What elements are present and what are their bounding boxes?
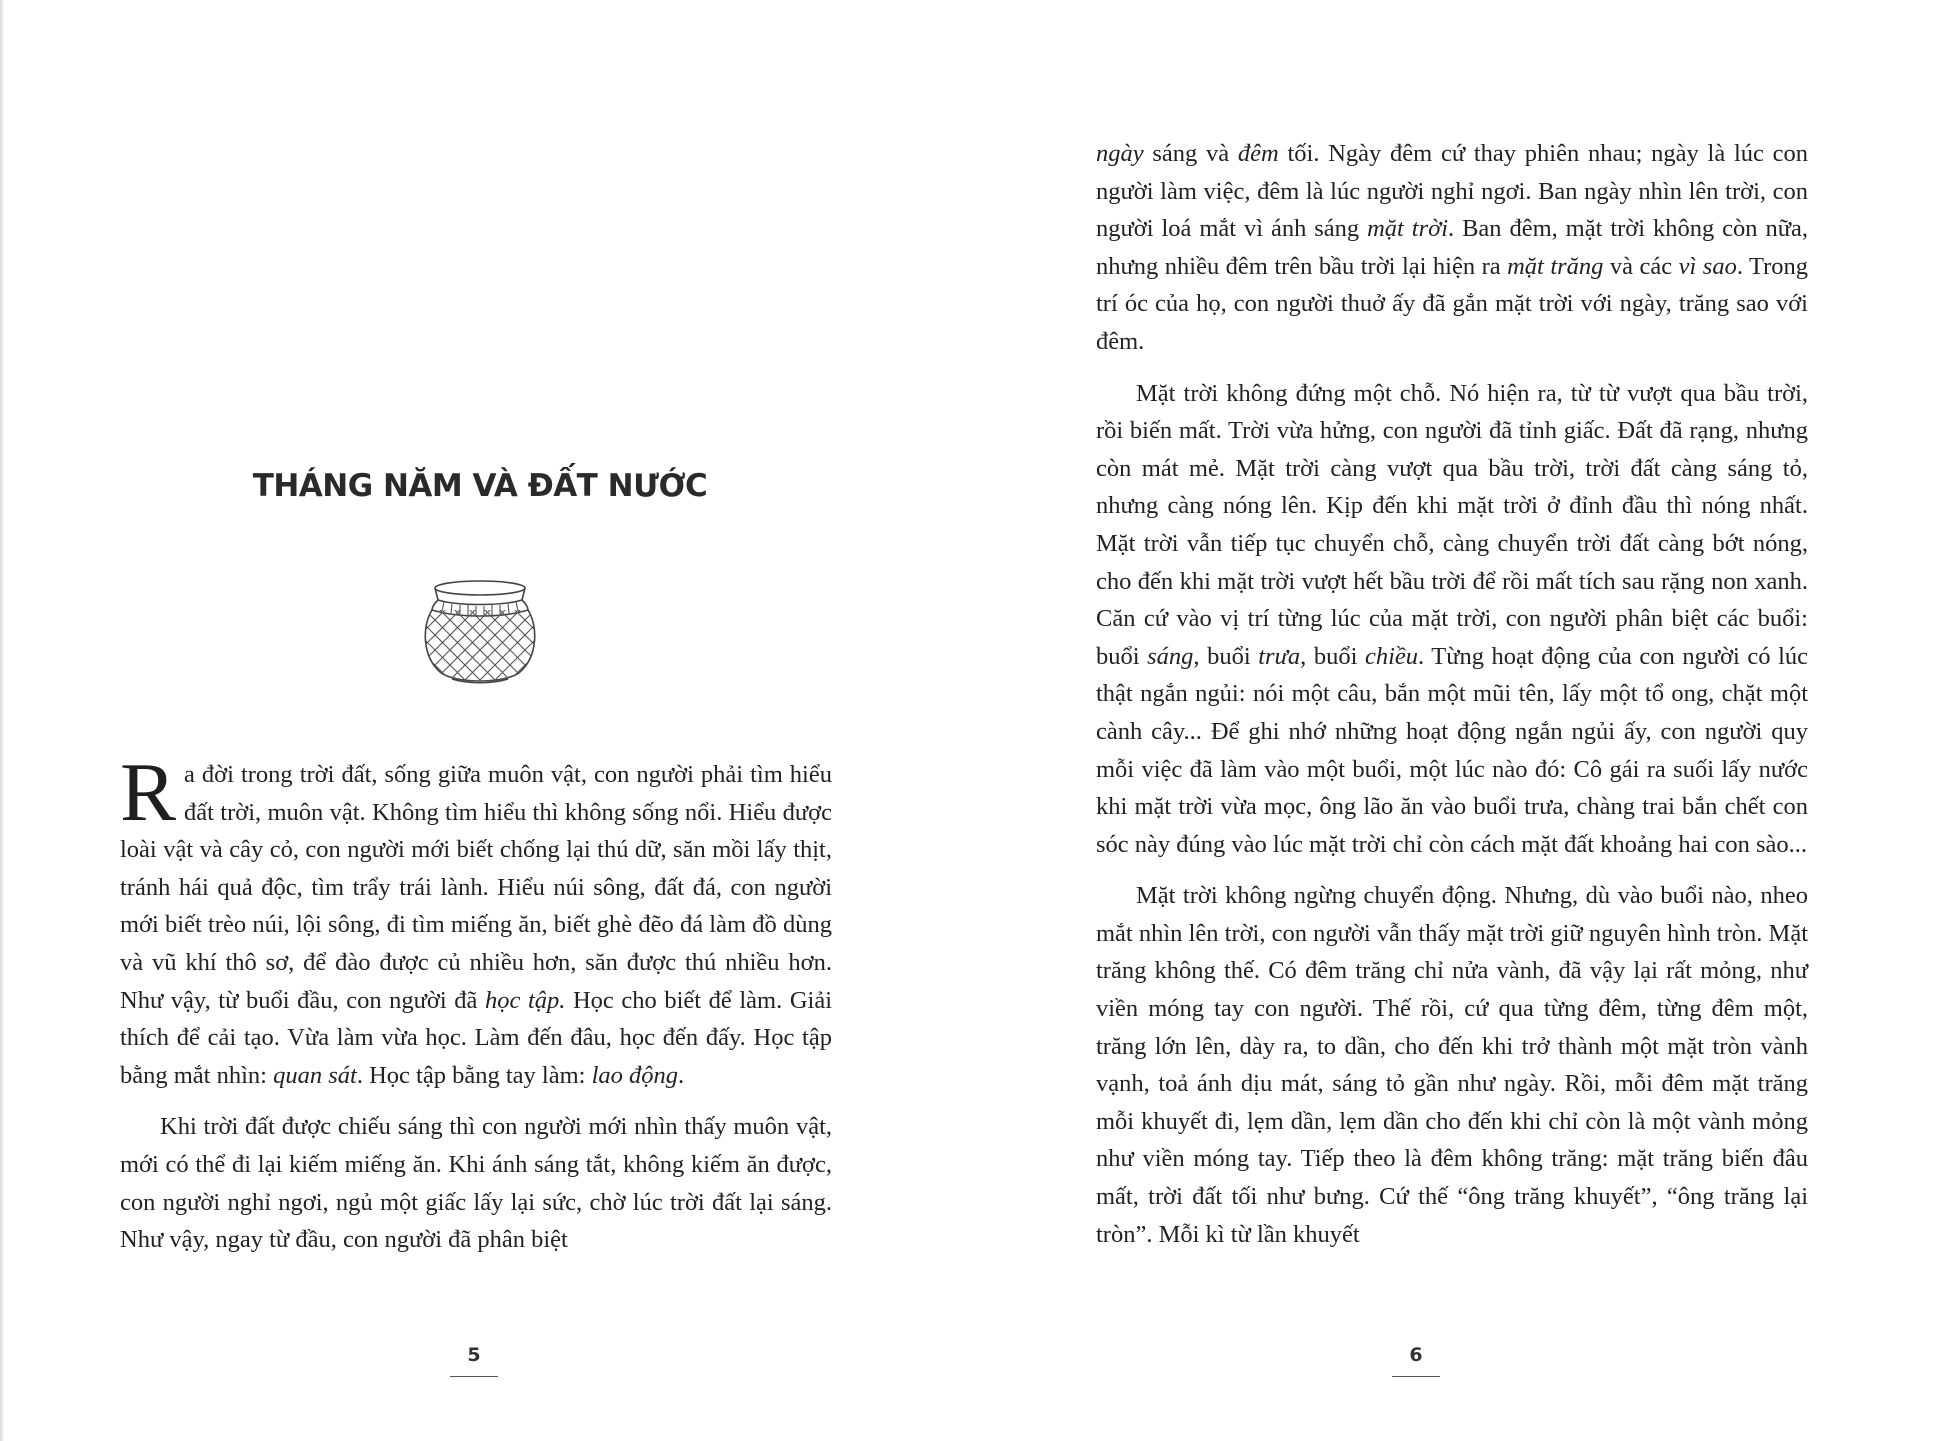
paragraph-text: và các [1603, 252, 1679, 280]
emphasis-text: lao động [591, 1061, 678, 1089]
page-number: 5 [467, 1344, 481, 1366]
paragraph: Khi trời đất được chiếu sáng thì con người mới nhìn thấy muôn vật, mới có thể đi lại kiếm miếng ăn. Khi ánh sáng tắt, không kiếm ăn được, con người nghỉ ngơi, ngủ một giấc lấy lại sức, chờ lúc trời đất lại sáng. Như vậy, ngay từ đầu, con người đã phân biệt [120, 1113, 832, 1254]
emphasis-text: đêm [1237, 140, 1279, 167]
paragraph: Mặt trời không ngừng chuyển động. Nhưng, dù vào buổi nào, nheo mắt nhìn lên trời, con người vẫn thấy mặt trời giữ nguyên hình tròn. Mặt trăng không thế. Có đêm trăng chỉ nửa vành, đã vậy lại rất mỏng, như viền móng tay con người. Thế rồi, cứ qua từng đêm, từng đêm một, trăng lớn lên, dày ra, to dần, cho đến khi trở thành một mặt tròn vành vạnh, toả ánh dịu mát, sáng tỏ gần như ngày. Rồi, mỗi đêm mặt trăng mỗi khuyết đi, lẹm dần, lẹm dần cho đến khi chỉ còn là một vành mỏng như viền móng tay. Tiếp theo là đêm không trăng: mặt trăng biến đâu mất, trời đất tối như bưng. Cứ thế “ông trăng khuyết”, “ông trăng lại tròn”. Mỗi kì từ lần khuyết [1096, 882, 1808, 1248]
paragraph-text: . [678, 1061, 685, 1089]
paragraph-text: . Từng hoạt động của con người có lúc thật ngắn ngủi: nói một câu, bắn một mũi tên, lấy một tổ ong, chặt một cành cây... Để ghi nhớ những hoạt động ngắn ngủi ấy, con người quy mỗi việc đã làm vào một buổi, một lúc nào đó: Cô gái ra suối lấy nước khi mặt trời vừa mọc, ông lão ăn vào buổi trưa, chàng trai bắn chết con sóc này đúng vào lúc mặt trời chỉ còn cách mặt đất khoảng hai con sào... [1096, 642, 1809, 858]
paragraph [1096, 375, 1808, 864]
emphasis-text: ngày [1096, 140, 1144, 167]
left-body-text [120, 746, 832, 1259]
emphasis-text: vì sao [1678, 252, 1737, 280]
woven-basket-pot-icon [418, 578, 542, 688]
chapter-title: THÁNG NĂM VÀ ĐẤT NƯỚC [252, 468, 708, 504]
paragraph-text: sáng và [1143, 140, 1238, 167]
emphasis-text: trưa [1258, 642, 1301, 670]
paragraph-text: a đời trong trời đất, sống giữa muôn vật, con người phải tìm hiểu đất trời, muôn vật. Không tìm hiểu thì không sống nổi. Hiểu được loài vật và cây cỏ, con người mới biết chống lại thú dữ, săn mồi lấy thịt, tránh hái quả độc, tìm trẩy trái lành. Hiểu núi sông, đất đá, con người mới biết trèo núi, lội sông, đi tìm miếng ăn, biết ghè đẽo đá làm đồ dùng và vũ khí thô sơ, để đào được củ nhiều hơn, săn được thú nhiều hơn. Như vậy, từ buổi đầu, con người đã [120, 761, 832, 1014]
page-number: 6 [1409, 1344, 1423, 1366]
opening-paragraph [120, 746, 832, 1094]
paragraph-text: Mặt trời không đứng một chỗ. Nó hiện ra, từ từ vượt qua bầu trời, rồi biến mất. Trời vừa hửng, con người đã tỉnh giấc. Đất đã rạng, nhưng còn mát mẻ. Mặt trời càng vượt qua bầu trời, trời đất càng sáng tỏ, nhưng càng nóng lên. Kịp đến khi mặt trời ở đỉnh đầu thì nóng nhất. Mặt trời vẫn tiếp tục chuyển chỗ, càng chuyển trời đất càng bớt nóng, cho đến khi mặt trời vượt hết bầu trời để rồi mất tích sau rặng non xanh. Căn cứ vào vị trí từng lúc của mặt trời, con người phân biệt các buổi: buổi [1096, 379, 1808, 670]
page-number-rule [450, 1376, 498, 1377]
left-page [0, 0, 967, 1441]
emphasis-text: học tập. [485, 986, 566, 1014]
paragraph-text: . Trong trí óc của họ, con người thuở ấy đã gắn mặt trời với ngày, trăng sao với đêm. [1096, 252, 1809, 355]
paragraph-text: , buổi [1300, 642, 1365, 670]
emphasis-text: mặt trăng [1507, 252, 1604, 280]
emphasis-text: chiều [1364, 642, 1419, 670]
paragraph-text: . Học tập bằng tay làm: [356, 1061, 592, 1089]
emphasis-text: sáng [1147, 642, 1194, 670]
paragraph [1096, 135, 1808, 361]
paragraph-text: Học cho biết để làm. Giải thích để cải tạo. Vừa làm vừa học. Làm đến đâu, học đến đấy. Học tập bằng mắt nhìn: [120, 986, 832, 1089]
paragraph-text: tối. Ngày đêm cứ thay phiên nhau; ngày là lúc con người làm việc, đêm là lúc người nghỉ ngơi. Ban ngày nhìn lên trời, con người loá mắt vì ánh sáng [1096, 140, 1808, 243]
paragraph-text: . Ban đêm, mặt trời không còn nữa, nhưng nhiều đêm trên bầu trời lại hiện ra [1096, 215, 1808, 280]
right-body-text [1096, 135, 1808, 1253]
emphasis-text: quan sát [273, 1061, 357, 1089]
paragraph-text: , buổi [1193, 642, 1259, 670]
page-number-rule [1392, 1376, 1440, 1377]
drop-cap: R [120, 746, 177, 839]
right-page [967, 0, 1935, 1441]
emphasis-text: mặt trời [1367, 215, 1449, 243]
